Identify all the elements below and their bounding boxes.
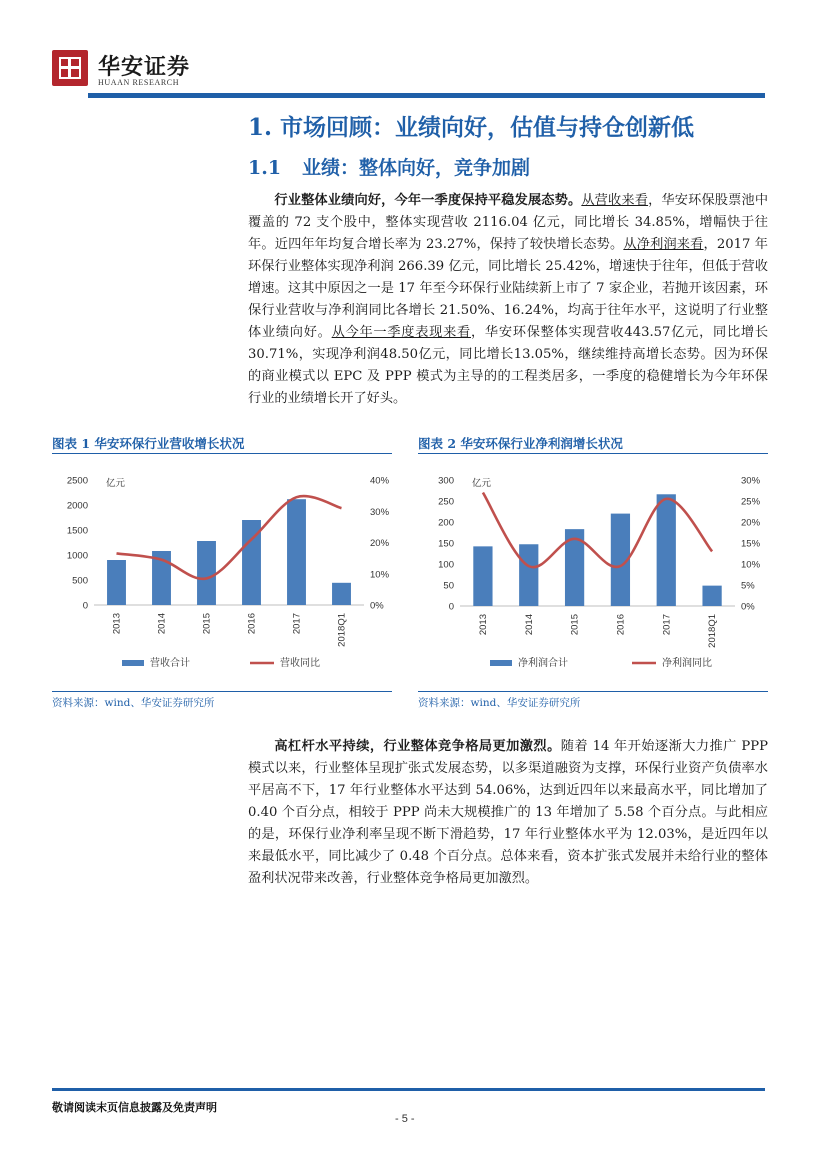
y-right-tick-label: 0% [370,600,384,612]
y-left-tick-label: 0 [448,601,454,613]
header-divider [88,93,765,98]
figure2-source: 资料来源：wind、华安证券研究所 [418,697,581,709]
y-unit-label: 亿元 [472,478,492,489]
x-tick-label: 2014 [523,614,535,636]
bar-2015 [197,541,216,605]
brand-name-en: HUAAN RESEARCH [98,78,180,87]
y-left-tick-label: 50 [443,580,454,592]
y-right-tick-label: 30% [741,475,761,487]
y-left-tick-label: 150 [438,538,454,550]
para1-underline-revenue: 从营收来看 [581,193,649,208]
legend-swatch-bar [122,660,144,666]
para1-underline-profit: 从净利润来看 [623,237,704,252]
line-净利润同比 [483,493,712,568]
y-right-tick-label: 20% [741,517,761,529]
x-tick-label: 2015 [569,614,581,636]
para2-text: 随着 14 年开始逐渐大力推广 PPP 模式以来，行业整体呈现扩张式发展态势，以多渠道融资为支撑，环保行业资产负债率水平居高不下，17 年行业整体水平达到 54.06%，达到近四年以来最高水平，同比增加了 0.40 个百分点，相较于 PPP 尚未大规模推广的 13 年增加了 5.58 个百分点。与此相应的是，环保行业净利率呈现不断下滑趋势，17 年行业整体水平为 12.03%，是近四年以来最低水平，同比减少了 0.48 个百分点。总体来看，资本扩张式发展并未给行业的整体盈利状况带来改善，行业整体竞争格局更加激烈。 [248,739,768,886]
y-right-tick-label: 15% [741,538,761,550]
y-left-tick-label: 200 [438,517,454,529]
y-right-tick-label: 5% [741,580,755,592]
y-right-tick-label: 20% [370,538,390,549]
para1-text-2: ，2017 年环保行业整体实现净利润 266.39 亿元，同比增长 25.42%，增速快于往年，但低于营收增速。这其中原因之一是 17 年至今环保行业陆续新上市了 7 家企业，若抛开该因素，环保行业营收与净利润同比各增长 21.50%、16.24%，均高于往年水平，这说明了行业整体业绩向好。 [248,237,768,340]
bar-2017 [287,499,306,605]
x-tick-label: 2018Q1 [707,614,719,648]
y-right-tick-label: 30% [370,506,390,518]
x-tick-label: 2015 [201,613,213,635]
x-tick-label: 2014 [156,613,168,635]
y-left-tick-label: 250 [438,496,454,508]
y-left-tick-label: 2500 [66,475,88,487]
chart-revenue [52,458,402,688]
bar-2018Q1 [332,583,351,605]
legend-label-line: 净利润同比 [662,658,712,669]
legend-label-line: 营收同比 [280,658,320,669]
para2-lead: 高杠杆水平持续，行业整体竞争格局更加激烈。 [274,739,561,754]
line-营收同比 [117,496,342,579]
chart-net-profit [418,458,773,688]
y-unit-label: 亿元 [106,478,126,489]
figure2-bottom-rule [418,691,768,692]
legend-swatch-bar [490,660,512,666]
figure2-top-rule [418,453,768,454]
paragraph-leverage [248,736,768,890]
y-left-tick-label: 0 [82,600,88,612]
y-right-tick-label: 25% [741,496,761,508]
brand-name-cn: 华安证券 [98,54,191,80]
figure1-bottom-rule [52,691,392,692]
legend-label-bar: 净利润合计 [518,658,568,669]
bar-2018Q1 [702,586,721,606]
y-left-tick-label: 300 [438,475,454,487]
bar-2013 [107,560,126,605]
figure1-title: 图表 1 华安环保行业营收增长状况 [52,436,245,451]
x-tick-label: 2013 [477,614,489,636]
y-left-tick-label: 1500 [66,525,88,537]
disclaimer-note: 敬请阅读末页信息披露及免责声明 [52,1101,217,1114]
para1-text-1: ，华安环保股票池中覆盖的 72 支个股中，整体实现营收 2116.04 亿元，同比增长 34.85%，增幅快于往年。近四年年均复合增长率为 23.27%，保持了较快增长态势。 [248,193,769,252]
x-tick-label: 2013 [111,613,123,635]
subsection-title [248,153,530,180]
y-left-tick-label: 500 [72,575,88,587]
x-tick-label: 2017 [291,613,303,635]
paragraph-performance [248,190,768,410]
figure1-top-rule [52,453,392,454]
x-tick-label: 2016 [615,614,627,636]
figure2-title: 图表 2 华安环保行业净利润增长状况 [418,436,623,451]
page-number: - 5 - [395,1113,415,1125]
y-right-tick-label: 10% [741,559,761,571]
footer-divider [52,1088,765,1091]
y-left-tick-label: 2000 [66,500,88,512]
company-logo [52,50,88,86]
y-right-tick-label: 0% [741,601,755,613]
x-tick-label: 2016 [246,613,258,635]
subsection-number: 1.1 [248,157,282,179]
bar-2013 [473,546,492,606]
para1-lead: 行业整体业绩向好，今年一季度保持平稳发展态势。 [274,193,582,208]
figure1-source: 资料来源：wind、华安证券研究所 [52,697,215,709]
para1-text-3: ，华安环保整体实现营收443.57亿元，同比增长30.71%，实现净利润48.50亿元，同比增长13.05%，继续维持高增长态势。因为环保的商业模式以 EPC 及 PPP 模式为主导的的工程类居多，一季度的稳健增长为今年环保行业的业绩增长开了好头。 [248,325,769,406]
bar-2014 [519,544,538,606]
bar-2017 [657,494,676,606]
y-left-tick-label: 1000 [66,550,88,562]
y-right-tick-label: 10% [370,569,390,581]
x-tick-label: 2017 [661,614,673,636]
subsection-text: 业绩：整体向好，竞争加剧 [302,157,531,179]
y-right-tick-label: 40% [370,475,390,487]
x-tick-label: 2018Q1 [336,613,348,647]
para1-underline-q1: 从今年一季度表现来看 [331,325,471,340]
y-left-tick-label: 100 [438,559,454,571]
section-title: 1. 市场回顾：业绩向好，估值与持仓创新低 [248,114,695,141]
legend-label-bar: 营收合计 [150,658,190,669]
